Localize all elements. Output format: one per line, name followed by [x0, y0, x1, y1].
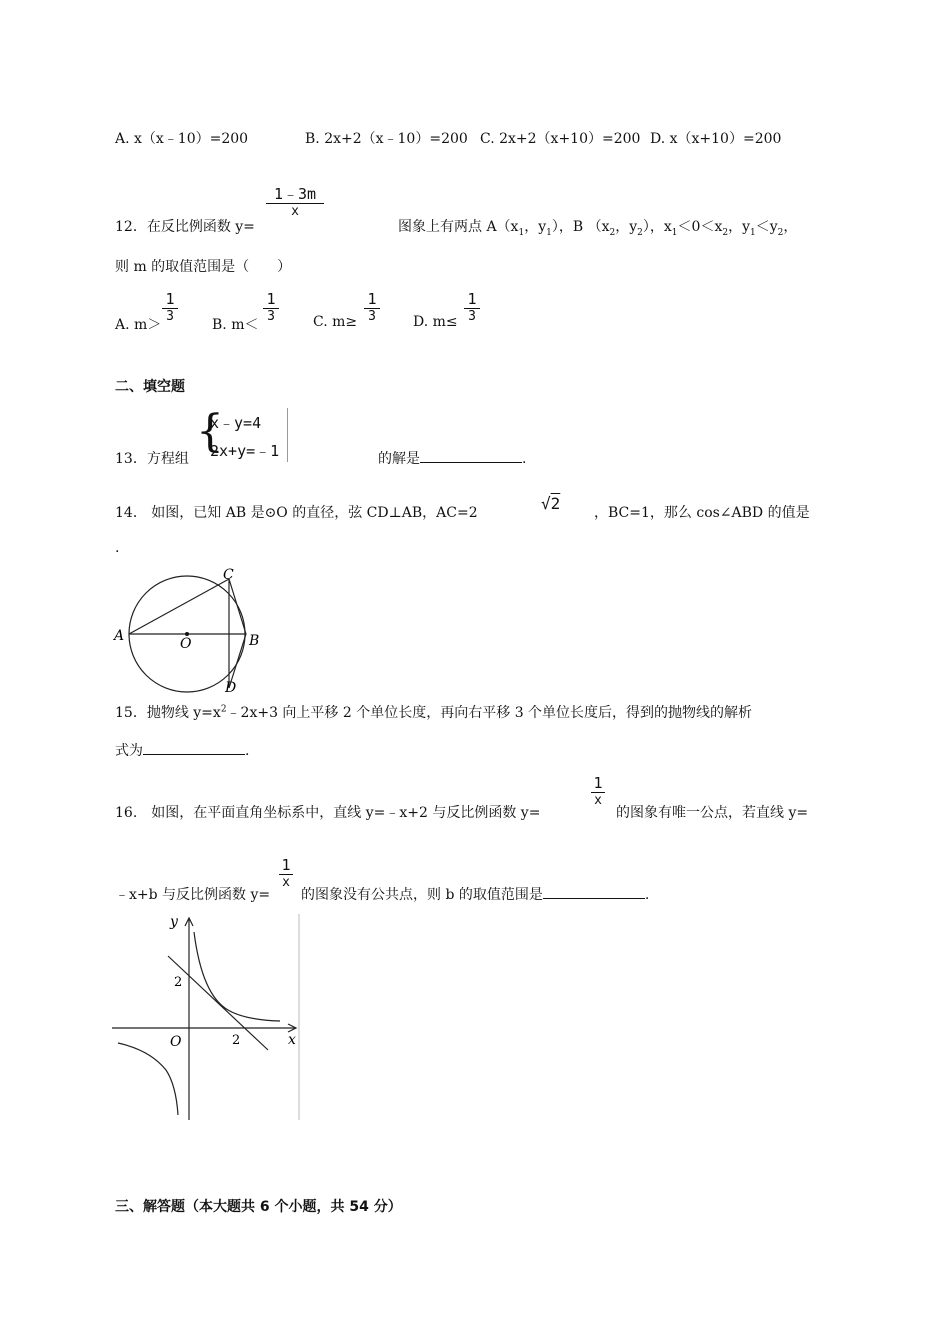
label-b: B [249, 633, 260, 649]
label-d: D [225, 680, 237, 696]
q12-option-b-frac: 1 3 [263, 291, 279, 324]
q12-frac-den: x [291, 204, 299, 219]
q12-option-b-label: B. m＜ [212, 317, 259, 333]
label-x: x [288, 1032, 296, 1048]
q12-option-a-frac: 1 3 [162, 291, 178, 324]
label-y-2: 2 [174, 975, 183, 990]
q12-option-c-frac: 1 3 [364, 291, 380, 324]
section-2-title: 二、填空题 [115, 379, 185, 395]
q16-line2-a: ﹣x+b 与反比例函数 y= [115, 887, 271, 903]
q16-frac-1: 1 x [591, 775, 605, 808]
q11-option-b: B. 2x+2（x﹣10）=200 [305, 131, 468, 147]
q13-eq1: x﹣y=4 [210, 414, 262, 432]
q13-eq2: 2x+y=﹣1 [210, 442, 280, 460]
q13-divider [287, 408, 288, 462]
label-o: O [180, 636, 192, 652]
q12-prefix: 12．在反比例函数 y= [115, 219, 255, 235]
q12-option-d-frac: 1 3 [464, 291, 480, 324]
q12-option-a-label: A. m＞ [115, 317, 162, 333]
q13-prefix: 13．方程组 [115, 451, 189, 467]
hyperbola-branch-q1 [194, 932, 280, 1021]
hyperbola-branch-q3 [118, 1043, 178, 1115]
q12-fraction [266, 186, 324, 219]
q16-graph-figure [110, 910, 305, 1125]
chord-ac [129, 579, 229, 634]
label-origin: O [170, 1034, 182, 1050]
q12-line2: 则 m 的取值范围是（ ） [115, 259, 292, 275]
label-a: A [114, 628, 125, 644]
q14-line2: . [115, 540, 120, 556]
section-3-title: 三、解答题（本大题共 6 个小题，共 54 分） [115, 1199, 402, 1215]
q14-circle-figure [110, 566, 270, 696]
q13-suffix: 的解是 . [378, 448, 526, 468]
q14-sqrt: √2 [541, 494, 561, 513]
q12-line1-rest: 图象上有两点 $A(x_1$，$y_1$），B （$x_2$，$y_2$），$x_1<0<x_2$，$y_1<y_2$， [398, 219, 798, 238]
label-x-2: 2 [232, 1033, 241, 1048]
q13-brace-icon: { [196, 406, 224, 457]
label-y: y [170, 914, 178, 930]
tangent-line [168, 956, 268, 1050]
q13-answer-blank[interactable] [420, 448, 522, 463]
q16-line1-a: 16. 如图，在平面直角坐标系中，直线 y=﹣x+2 与反比例函数 y= [115, 805, 541, 821]
label-c: C [223, 567, 234, 583]
q11-option-c: C. 2x+2（x+10）=200 [480, 131, 641, 147]
q12-option-d-label: D. m≤ [413, 314, 458, 330]
q14-prefix: 14． 如图，已知 AB 是⊙O 的直径，弦 CD⊥AB，AC=2 [115, 505, 478, 521]
q15-line1: 15．抛物线 $y=x^2﹣2x+3$ 向上平移 2 个单位长度，再向右平移 3 个单位长度后，得到的抛物线的解析 [115, 704, 753, 721]
q15-answer-blank[interactable] [143, 740, 245, 755]
q16-answer-blank[interactable] [543, 884, 645, 899]
q11-option-a: A. x（x﹣10）=200 [115, 131, 249, 147]
q12-option-c-label: C. m≥ [313, 314, 358, 330]
chord-bc [229, 579, 246, 634]
q16-line1-b: 的图象有唯一公点，若直线 y= [616, 805, 809, 821]
q15-line2: 式为 . [115, 740, 249, 760]
q11-option-d: D. x（x+10）=200 [650, 131, 782, 147]
q16-line2-b: 的图象没有公共点，则 b 的取值范围是 . [301, 884, 649, 904]
q14-suffix: ，BC=1，那么 cos∠ABD 的值是 [594, 505, 810, 521]
q16-frac-2: 1 x [279, 857, 293, 890]
q12-frac-num: 1﹣3m [273, 185, 317, 203]
